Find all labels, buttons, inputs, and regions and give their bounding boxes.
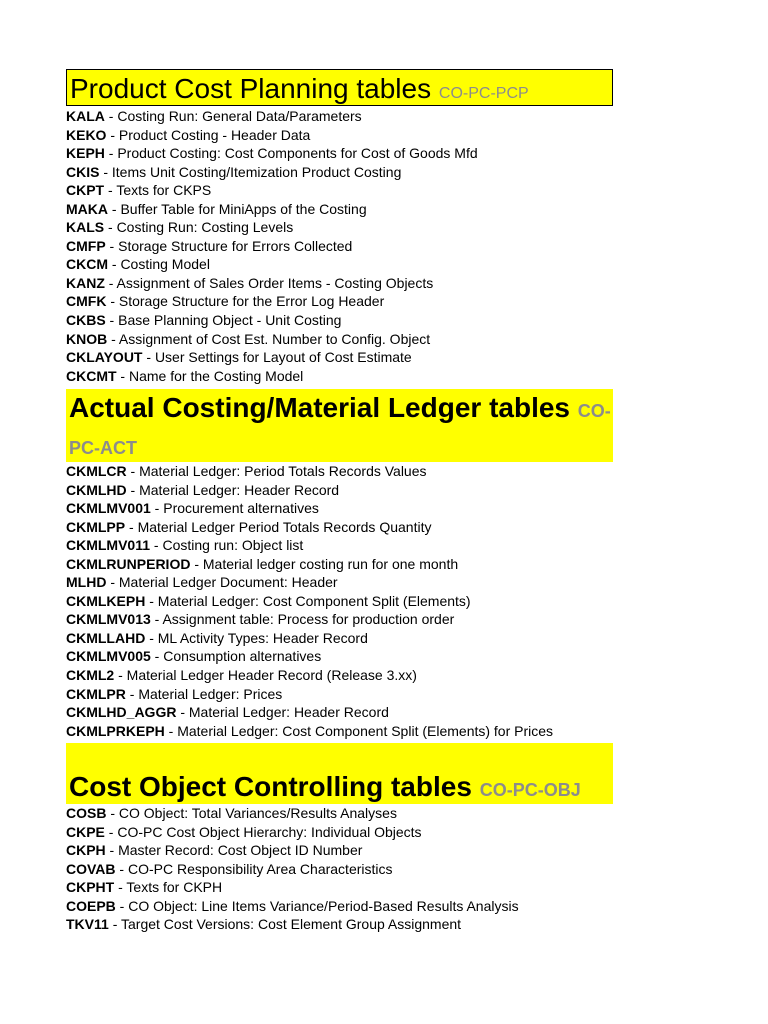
table-description: - CO-PC Cost Object Hierarchy: Individual Objects — [104, 823, 422, 840]
list-item — [66, 897, 613, 916]
list-item — [66, 348, 613, 367]
list-item — [66, 592, 613, 611]
table-code: KNOB — [66, 330, 108, 347]
table-code: CKCMT — [66, 367, 117, 384]
table-description: - Assignment table: Process for production order — [150, 611, 455, 628]
section-code: CO-PC-OBJ — [479, 780, 581, 800]
section-heading — [66, 69, 613, 106]
table-description: - Assignment of Cost Est. Number to Config. Object — [107, 330, 431, 347]
list-item — [66, 878, 613, 897]
list-item — [66, 685, 613, 704]
section-product-cost-planning — [66, 69, 613, 385]
list-item — [66, 163, 613, 182]
table-code: COVAB — [66, 860, 116, 877]
table-description: - User Settings for Layout of Cost Estimate — [142, 349, 412, 366]
table-code: CKPE — [66, 823, 105, 840]
table-description: - CO Object: Total Variances/Results Analyses — [106, 805, 397, 821]
table-description: - Texts for CKPS — [104, 182, 212, 199]
table-code: CKMLMV001 — [66, 500, 151, 517]
table-code: CKCM — [66, 256, 108, 273]
list-item — [66, 462, 613, 481]
section-cost-object-controlling — [66, 743, 613, 934]
table-description: - Storage Structure for the Error Log Header — [106, 293, 385, 310]
table-code: KEPH — [66, 145, 105, 162]
list-item — [66, 367, 613, 386]
table-description: - Consumption alternatives — [150, 648, 322, 665]
table-description: - Costing run: Object list — [150, 537, 304, 554]
list-item — [66, 274, 613, 293]
list-item — [66, 823, 613, 842]
table-code: CKMLKEPH — [66, 592, 146, 609]
table-code: CKMLLAHD — [66, 629, 146, 646]
table-description: - Items Unit Costing/Itemization Product Costing — [99, 163, 402, 180]
list-item — [66, 629, 613, 648]
table-description: - Costing Run: Costing Levels — [104, 219, 294, 236]
table-description: - Material Ledger Document: Header — [106, 574, 338, 591]
list-item — [66, 218, 613, 237]
list-item — [66, 703, 613, 722]
table-description: - Assignment of Sales Order Items - Costing Objects — [104, 274, 434, 291]
table-code: CKML2 — [66, 667, 115, 684]
list-item — [66, 841, 613, 860]
table-code: CMFP — [66, 237, 106, 254]
table-code: KANZ — [66, 274, 105, 291]
table-description: - Material Ledger Period Totals Records Quantity — [125, 518, 432, 535]
table-list — [66, 462, 613, 740]
table-code: KALS — [66, 219, 105, 236]
table-description: - Material Ledger: Cost Component Split (Elements) for Prices — [164, 722, 554, 739]
table-code: COSB — [66, 805, 107, 821]
table-code: CKMLMV011 — [66, 537, 151, 554]
section-code: CO-PC-PCP — [438, 85, 529, 102]
table-code: CKMLMV005 — [66, 648, 151, 665]
section-heading — [66, 389, 613, 462]
list-item — [66, 181, 613, 200]
table-code: CKMLPRKEPH — [66, 722, 165, 739]
list-item — [66, 330, 613, 349]
section-code: CO-PC-ACT — [69, 401, 611, 458]
table-code: CKMLRUNPERIOD — [66, 555, 191, 572]
list-item — [66, 647, 613, 666]
table-description: - Costing Model — [108, 256, 210, 273]
table-code: CKMLHD_AGGR — [66, 704, 177, 721]
table-code: KEKO — [66, 126, 107, 143]
list-item — [66, 292, 613, 311]
table-code: CKPH — [66, 842, 106, 859]
table-code: CKMLMV013 — [66, 611, 151, 628]
list-item — [66, 499, 613, 518]
table-code: CKBS — [66, 312, 106, 329]
section-title: Actual Costing/Material Ledger tables — [69, 392, 570, 423]
table-description: - ML Activity Types: Header Record — [145, 629, 368, 646]
list-item — [66, 311, 613, 330]
table-code: CKPHT — [66, 879, 115, 896]
table-description: - Product Costing: Cost Components for Cost of Goods Mfd — [104, 145, 478, 162]
table-code: CMFK — [66, 293, 107, 310]
list-item — [66, 666, 613, 685]
table-description: - Name for the Costing Model — [116, 367, 304, 384]
table-description: - Base Planning Object - Unit Costing — [105, 312, 342, 329]
table-code: CKMLCR — [66, 463, 127, 479]
table-code: CKMLPP — [66, 518, 126, 535]
table-code: CKMLPR — [66, 685, 126, 702]
table-code: TKV11 — [66, 916, 109, 933]
table-code: KALA — [66, 108, 105, 124]
list-item — [66, 915, 613, 934]
table-code: MAKA — [66, 200, 108, 217]
list-item — [66, 200, 613, 219]
section-title: Product Cost Planning tables — [70, 73, 432, 104]
table-description: - CO-PC Responsibility Area Characteristics — [115, 860, 393, 877]
table-description: - Master Record: Cost Object ID Number — [105, 842, 363, 859]
table-description: - Material Ledger Header Record (Release 3.xx) — [114, 667, 417, 684]
table-description: - Storage Structure for Errors Collected — [105, 237, 353, 254]
list-item — [66, 126, 613, 145]
table-code: MLHD — [66, 574, 107, 591]
list-item — [66, 237, 613, 256]
table-description: - Texts for CKPH — [114, 879, 223, 896]
table-code: CKPT — [66, 182, 105, 199]
table-description: - Material Ledger: Prices — [125, 685, 283, 702]
list-item — [66, 144, 613, 163]
list-item — [66, 536, 613, 555]
table-description: - Material Ledger: Cost Component Split (Elements) — [145, 592, 471, 609]
list-item — [66, 255, 613, 274]
table-description: - Material Ledger: Header Record — [176, 704, 389, 721]
table-description: - Material Ledger: Header Record — [126, 481, 340, 498]
list-item — [66, 610, 613, 629]
table-description: - Target Cost Versions: Cost Element Group Assignment — [108, 916, 462, 933]
table-description: - CO Object: Line Items Variance/Period-Based Results Analysis — [115, 897, 519, 914]
list-item — [66, 722, 613, 741]
table-list — [66, 804, 613, 934]
table-code: CKMLHD — [66, 481, 127, 498]
table-code: CKLAYOUT — [66, 349, 143, 366]
table-description: - Costing Run: General Data/Parameters — [104, 108, 362, 124]
table-description: - Procurement alternatives — [150, 500, 319, 517]
list-item — [66, 555, 613, 574]
section-actual-costing — [66, 389, 613, 740]
table-code: COEPB — [66, 897, 116, 914]
section-title: Cost Object Controlling tables — [69, 771, 472, 802]
table-description: - Material ledger costing run for one month — [190, 555, 459, 572]
list-item — [66, 860, 613, 879]
list-item — [66, 481, 613, 500]
table-description: - Buffer Table for MiniApps of the Costing — [108, 200, 367, 217]
list-item — [66, 518, 613, 537]
section-heading — [66, 743, 613, 804]
list-item — [66, 573, 613, 592]
table-description: - Product Costing - Header Data — [106, 126, 311, 143]
table-code: CKIS — [66, 163, 100, 180]
table-list — [66, 107, 613, 385]
table-description: - Material Ledger: Period Totals Records Values — [126, 463, 427, 479]
list-item — [66, 107, 613, 126]
